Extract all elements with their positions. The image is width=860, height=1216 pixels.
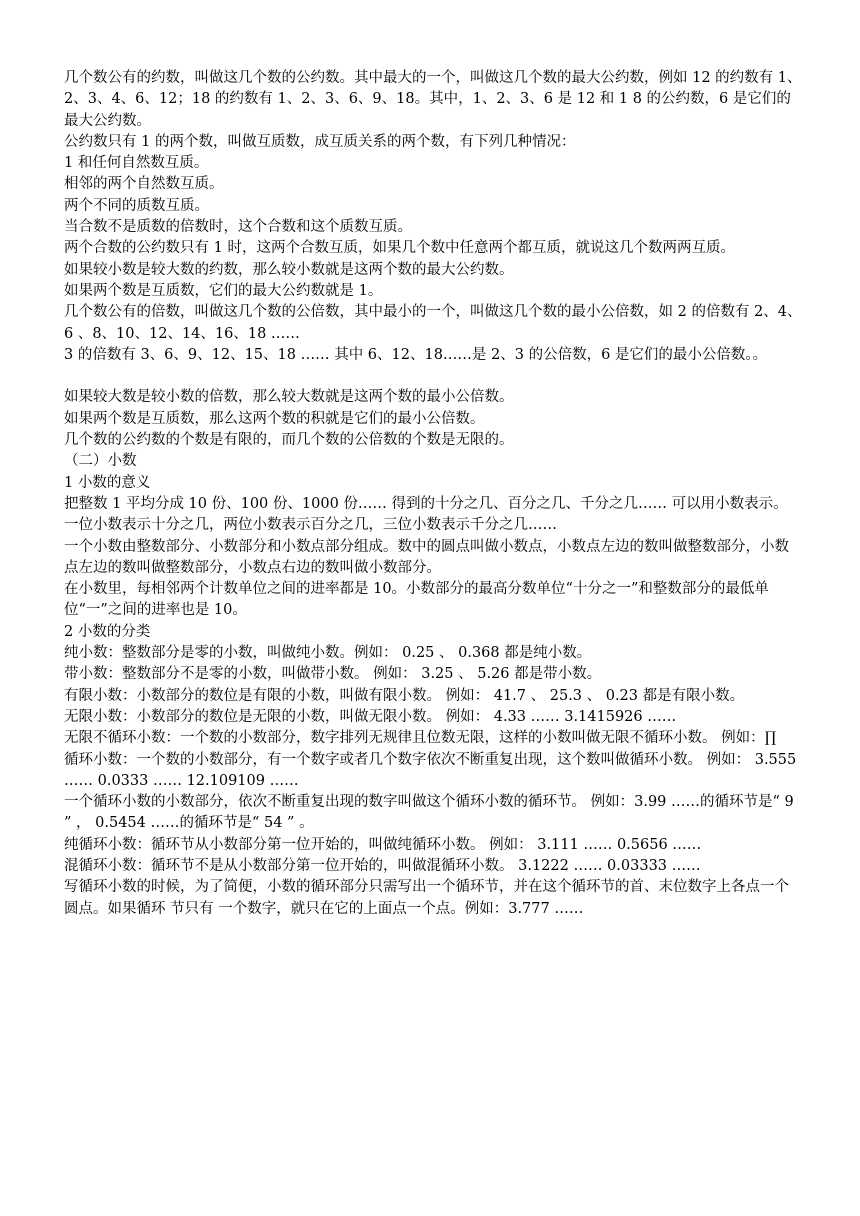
blank-line — [64, 366, 802, 387]
paragraph-lcm-rule-2: 如果两个数是互质数，那么这两个数的积就是它们的最小公倍数。 — [64, 410, 485, 427]
section-heading-decimals: （二）小数 — [64, 453, 137, 470]
paragraph-pure-decimal: 纯小数：整数部分是零的小数，叫做纯小数。例如： 0.25 、 0.368 都是纯小数。 — [64, 645, 592, 662]
paragraph-coprime-case-4: 当合数不是质数的倍数时，这个合数和这个质数互质。 — [64, 219, 412, 236]
paragraph-coprime-case-2: 相邻的两个自然数互质。 — [64, 176, 224, 193]
paragraph-decimal-places: 一位小数表示十分之几，两位小数表示百分之几，三位小数表示千分之几…… — [64, 517, 557, 534]
paragraph-gcd-rule-1: 如果较小数是较大数的约数，那么较小数就是这两个数的最大公约数。 — [64, 261, 514, 278]
paragraph-mixed-decimal: 带小数：整数部分不是零的小数，叫做带小数。 例如： 3.25 、 5.26 都是带小数。 — [64, 666, 602, 683]
paragraph-infinite-decimal: 无限小数：小数部分的数位是无限的小数，叫做无限小数。 例如： 4.33 …… 3.1415926 …… — [64, 708, 677, 725]
paragraph-gcd-rule-2: 如果两个数是互质数，它们的最大公约数就是 1。 — [64, 282, 383, 299]
paragraph-mixed-repeating: 混循环小数：循环节不是从小数部分第一位开始的，叫做混循环小数。 3.1222 …… 0.03333 …… — [64, 857, 701, 874]
paragraph-coprime-case-3: 两个不同的质数互质。 — [64, 197, 209, 214]
paragraph-lcm-rule-1: 如果较大数是较小数的倍数，那么较大数就是这两个数的最小公倍数。 — [64, 389, 514, 406]
paragraph-finite-decimal: 有限小数：小数部分的数位是有限的小数，叫做有限小数。 例如： 41.7 、 25.3 、 0.23 都是有限小数。 — [64, 687, 745, 704]
paragraph-common-divisor: 几个数公有的约数，叫做这几个数的公约数。其中最大的一个，叫做这几个数的最大公约数，例如 12 的约数有 1、2、3、4、6、12；18 的约数有 1、2、3、6、9、18。其中，1、2、3、6 是 12 和 1 8 的公约数，6 是它们的最大公约数。 — [64, 70, 802, 129]
paragraph-repeating: 循环小数：一个数的小数部分，有一个数字或者几个数字依次不断重复出现，这个数叫做循环小数。 例如： 3.555 …… 0.0333 …… 12.109109 …… — [64, 751, 797, 789]
paragraph-common-multiple: 几个数公有的倍数，叫做这几个数的公倍数，其中最小的一个，叫做这几个数的最小公倍数，如 2 的倍数有 2、4、6 、8、10、12、14、16、18 …… — [64, 304, 802, 342]
paragraph-finite-infinite: 几个数的公约数的个数是有限的，而几个数的公倍数的个数是无限的。 — [64, 432, 514, 449]
paragraph-coprime-case-5: 两个合数的公约数只有 1 时，这两个合数互质，如果几个数中任意两个都互质，就说这几个数两两互质。 — [64, 240, 735, 257]
paragraph-decimal-ratio: 在小数里，每相邻两个计数单位之间的进率都是 10。小数部分的最高分数单位“十分之一”和整数部分的最低单位“一”之间的进率也是 10。 — [64, 581, 769, 619]
subheading-decimal-meaning: 1 小数的意义 — [64, 474, 151, 491]
paragraph-pure-repeating: 纯循环小数：循环节从小数部分第一位开始的，叫做纯循环小数。 例如： 3.111 …… 0.5656 …… — [64, 836, 702, 853]
paragraph-non-repeating: 无限不循环小数：一个数的小数部分，数字排列无规律且位数无限，这样的小数叫做无限不循环小数。 例如：∏ — [64, 730, 777, 747]
paragraph-coprime-intro: 公约数只有 1 的两个数，叫做互质数，成互质关系的两个数，有下列几种情况： — [64, 133, 576, 150]
paragraph-decimal-parts: 一个小数由整数部分、小数部分和小数点部分组成。数中的圆点叫做小数点，小数点左边的数叫做整数部分，小数点左边的数叫做整数部分，小数点右边的数叫做小数部分。 — [64, 538, 789, 576]
paragraph-multiples-of-3: 3 的倍数有 3、6、9、12、15、18 …… 其中 6、12、18……是 2、3 的公倍数，6 是它们的最小公倍数。。 — [64, 346, 768, 363]
paragraph-repetend: 一个循环小数的小数部分，依次不断重复出现的数字叫做这个循环小数的循环节。 例如：3.99 ……的循环节是“ 9 ” ， 0.5454 ……的循环节是“ 54 ” 。 — [64, 794, 794, 832]
paragraph-repeating-notation: 写循环小数的时候，为了简便，小数的循环部分只需写出一个循环节，并在这个循环节的首、末位数字上各点一个圆点。如果循环 节只有 一个数字，就只在它的上面点一个点。例如：3.777 …… — [64, 879, 789, 917]
paragraph-coprime-case-1: 1 和任何自然数互质。 — [64, 155, 209, 172]
subheading-decimal-types: 2 小数的分类 — [64, 623, 151, 640]
paragraph-decimal-meaning: 把整数 1 平均分成 10 份、100 份、1000 份…… 得到的十分之几、百分之几、千分之几…… 可以用小数表示。 — [64, 495, 788, 512]
